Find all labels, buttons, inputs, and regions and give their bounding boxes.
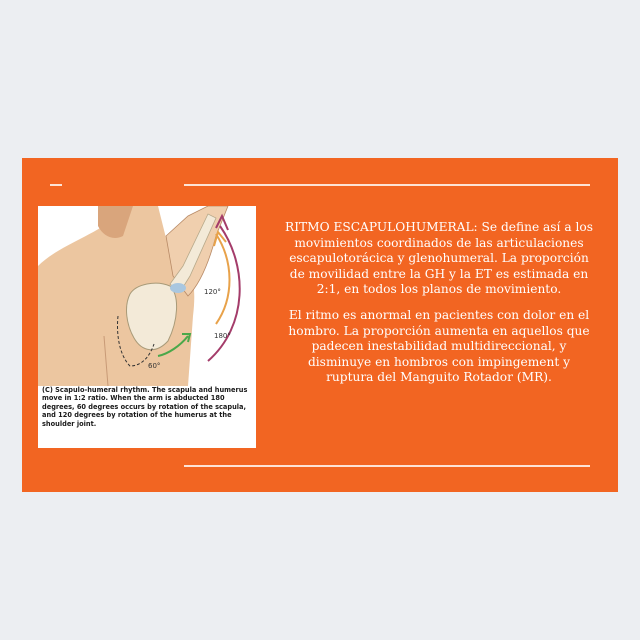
figure-caption: (C) Scapulo-humeral rhythm. The scapula and humerus move in 1:2 ratio. When the arm is abducted 180 degrees, 60 degrees occurs by rotation of the scapula, and 120 degrees by rotation of the humerus at the shoulder joint. (42, 386, 248, 428)
body-text (284, 220, 594, 396)
top-rule-short (50, 184, 62, 186)
angle-label-180: 180° (214, 332, 231, 340)
shoulder-illustration (38, 206, 256, 386)
angle-label-60: 60° (148, 362, 161, 370)
top-rule-long (184, 184, 590, 186)
scapulohumeral-figure (38, 206, 256, 448)
slide (22, 158, 618, 492)
paragraph-abnormal: El ritmo es anormal en pacientes con dolor en el hombro. La proporción aumenta en aquellos que padecen inestabilidad multidireccional, y disminuye en hombros con impingement y ruptura del Manguito Rotador (MR). (288, 307, 590, 385)
angle-label-120: 120° (204, 288, 221, 296)
bottom-rule (184, 465, 590, 467)
paragraph-definition: RITMO ESCAPULOHUMERAL: Se define así a los movimientos coordinados de las articulaciones escapulotorácica y glenohumeral. La proporción de movilidad entre la GH y la ET es estimada en 2:1, en todos los planos de movimiento. (285, 220, 593, 297)
